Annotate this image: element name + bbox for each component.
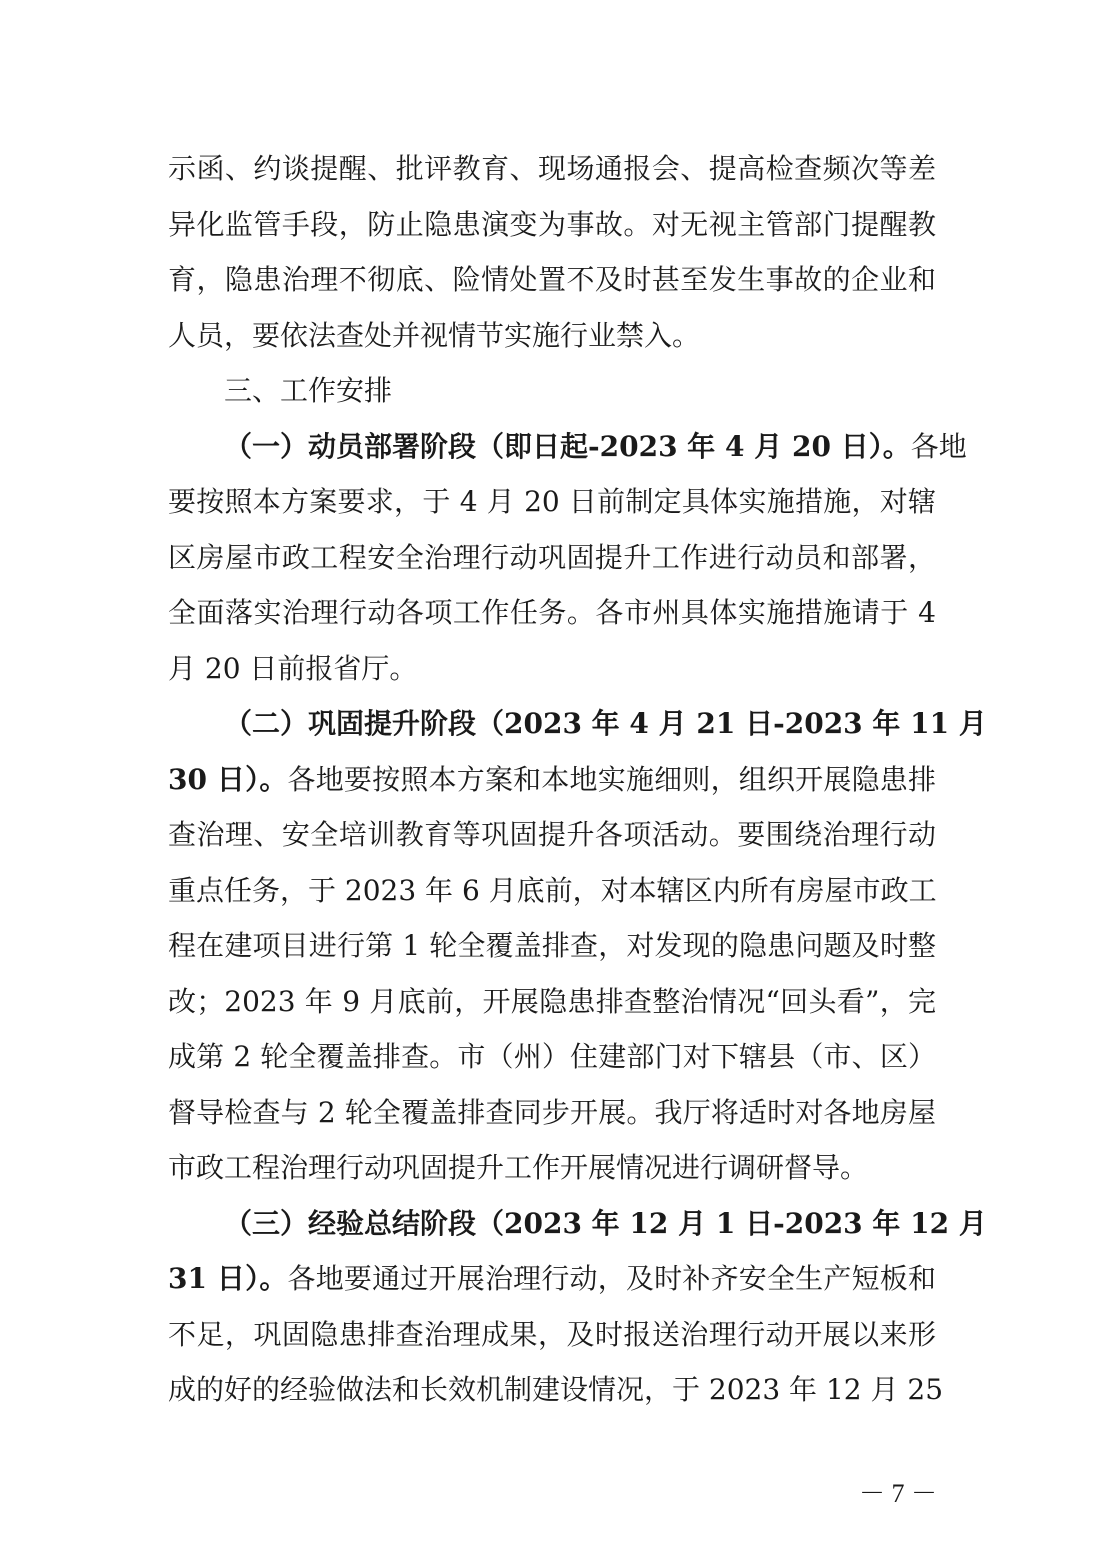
paragraph-line: 示函、约谈提醒、批评教育、现场通报会、提高检查频次等差 xyxy=(168,152,936,185)
stage2-title-cont: 30 日）。 xyxy=(168,763,288,796)
paragraph-line: 人员，要依法查处并视情节实施行业禁入。 xyxy=(168,319,701,352)
paragraph-line: 市政工程治理行动巩固提升工作开展情况进行调研督导。 xyxy=(168,1151,869,1184)
section-heading: 三、工作安排 xyxy=(224,374,393,407)
paragraph-line: 月 20 日前报省厅。 xyxy=(168,652,418,685)
stage3-title-cont-tail: 各地要通过开展治理行动，及时补齐安全生产短板和 xyxy=(287,1262,936,1295)
stage3-title-cont: 31 日）。 xyxy=(168,1262,288,1295)
stage2-title-cont-tail: 各地要按照本方案和本地实施细则，组织开展隐患排 xyxy=(287,763,936,796)
paragraph-line: 督导检查与 2 轮全覆盖排查同步开展。我厅将适时对各地房屋 xyxy=(168,1096,936,1129)
paragraph-line: 程在建项目进行第 1 轮全覆盖排查，对发现的隐患问题及时整 xyxy=(168,929,936,962)
paragraph-line: 成的好的经验做法和长效机制建设情况，于 2023 年 12 月 25 xyxy=(168,1373,944,1406)
paragraph-line: 成第 2 轮全覆盖排查。市（州）住建部门对下辖县（市、区） xyxy=(168,1040,936,1073)
paragraph-line: 重点任务，于 2023 年 6 月底前，对本辖区内所有房屋市政工 xyxy=(168,874,937,907)
page-number: － 7 － xyxy=(858,1479,937,1508)
stage3-title-continuation xyxy=(168,1251,936,1307)
paragraph-line: 育，隐患治理不彻底、险情处置不及时甚至发生事故的企业和 xyxy=(168,263,936,296)
stage1-title-tail: 各地 xyxy=(910,430,967,463)
stage3-title: （三）经验总结阶段（2023 年 12 月 1 日-2023 年 12 月 xyxy=(224,1207,987,1240)
paragraph-line: 改；2023 年 9 月底前，开展隐患排查整治情况“回头看”，完 xyxy=(168,985,936,1018)
paragraph-line: 查治理、安全培训教育等巩固提升各项活动。要围绕治理行动 xyxy=(168,818,936,851)
paragraph-line: 区房屋市政工程安全治理行动巩固提升工作进行动员和部署， xyxy=(168,541,936,574)
stage1-title: （一）动员部署阶段（即日起-2023 年 4 月 20 日）。 xyxy=(224,430,911,463)
paragraph-line: 异化监管手段，防止隐患演变为事故。对无视主管部门提醒教 xyxy=(168,208,936,241)
stage2-title-continuation xyxy=(168,752,936,808)
stage2-title: （二）巩固提升阶段（2023 年 4 月 21 日-2023 年 11 月 xyxy=(224,707,987,740)
paragraph-line: 不足，巩固隐患排查治理成果，及时报送治理行动开展以来形 xyxy=(168,1318,936,1351)
paragraph-line: 要按照本方案要求，于 4 月 20 日前制定具体实施措施，对辖 xyxy=(168,485,936,518)
stage1-title-line xyxy=(224,419,967,475)
paragraph-line: 全面落实治理行动各项工作任务。各市州具体实施措施请于 4 xyxy=(168,596,936,629)
